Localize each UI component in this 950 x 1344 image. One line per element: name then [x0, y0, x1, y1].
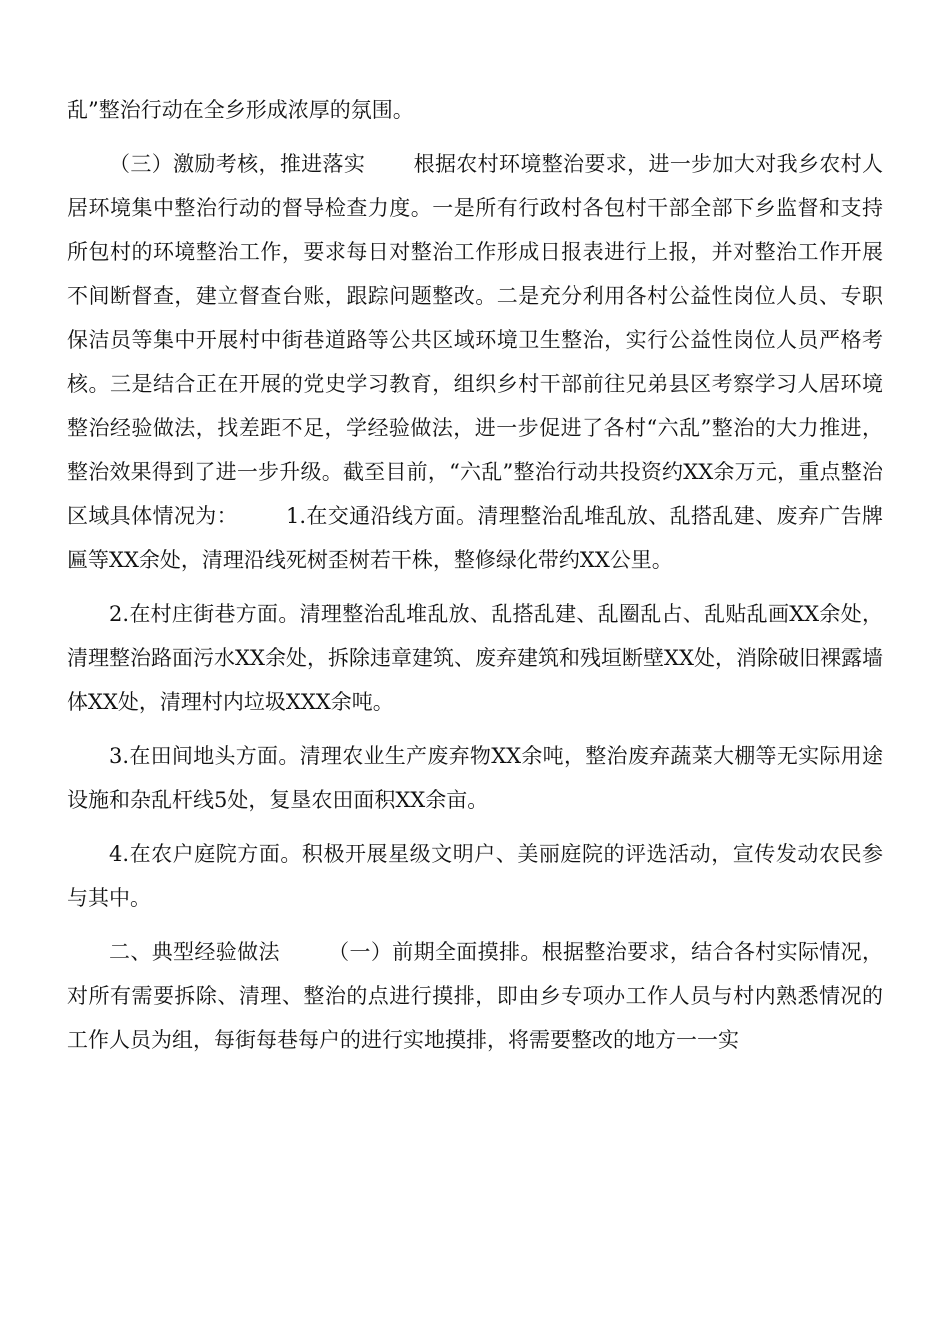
paragraph-5 [67, 832, 883, 920]
paragraph-text: 3.在田间地头方面。清理农业生产废弃物XX余吨，整治废弃蔬菜大棚等无实际用途设施和杂乱杆线5处，复垦农田面积XX余亩。 [67, 744, 883, 812]
document-body [67, 88, 883, 1072]
paragraph-item-text: 1.在交通沿线方面。清理整治乱堆乱放、乱搭乱建、废弃广告牌匾等XX余处，清理沿线死树歪树若干株，整修绿化带约XX公里。 [67, 504, 883, 572]
paragraph-text: 4.在农户庭院方面。积极开展星级文明户、美丽庭院的评选活动，宣传发动农民参与其中。 [67, 842, 883, 910]
paragraph-4 [67, 734, 883, 822]
section-heading: （三）激励考核，推进落实 [109, 152, 366, 176]
paragraph-3 [67, 592, 883, 724]
paragraph-6 [67, 930, 883, 1062]
paragraph-text: 根据农村环境整治要求，进一步加大对我乡农村人居环境集中整治行动的督导检查力度。一是所有行政村各包村干部全部下乡监督和支持所包村的环境整治工作，要求每日对整治工作形成日报表进行上报，并对整治工作开展不间断督查，建立督查台账，跟踪问题整改。二是充分利用各村公益性岗位人员、专职保洁员等集中开展村中街巷道路等公共区域环境卫生整治，实行公益性岗位人员严格考核。三是结合正在开展的党史学习教育，组织乡村干部前往兄弟县区考察学习人居环境整治经验做法，找差距不足，学经验做法，进一步促进了各村“六乱”整治的大力推进，整治效果得到了进一步升级。截至目前，“六乱”整治行动共投资约XX余万元，重点整治区域具体情况为： [67, 152, 883, 528]
paragraph-text: （一）前期全面摸排。根据整治要求，结合各村实际情况，对所有需要拆除、清理、整治的点进行摸排，即由乡专项办工作人员与村内熟悉情况的工作人员为组，每街每巷每户的进行实地摸排，将需要整改的地方一一实 [67, 940, 884, 1052]
paragraph-2 [67, 142, 883, 582]
paragraph-text: 乱”整治行动在全乡形成浓厚的氛围。 [67, 98, 414, 122]
section-heading: 二、典型经验做法 [109, 940, 280, 964]
paragraph-1 [67, 88, 883, 132]
paragraph-text: 2.在村庄街巷方面。清理整治乱堆乱放、乱搭乱建、乱圈乱占、乱贴乱画XX余处，清理整治路面污水XX余处，拆除违章建筑、废弃建筑和残垣断壁XX处，消除破旧裸露墙体XX处，清理村内垃圾XXX余吨。 [67, 602, 883, 714]
